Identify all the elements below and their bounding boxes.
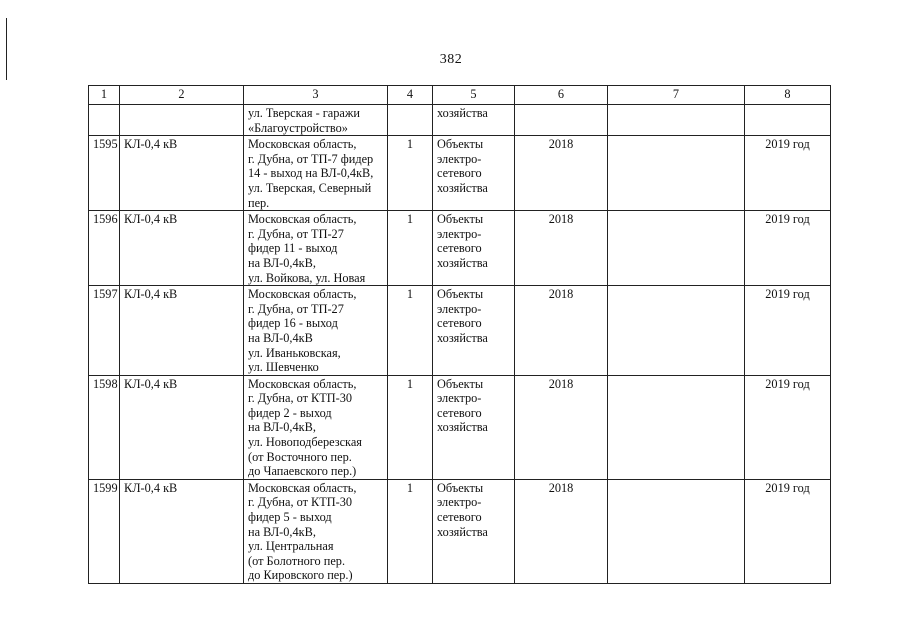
empty-cell [608,375,745,479]
category-cell [433,136,515,211]
category-line: электро- [437,301,482,316]
category-cell [433,286,515,376]
column-header: 2 [120,86,244,105]
object-name-cell: КЛ-0,4 кВ [120,375,244,479]
term-cell: 2019 год [745,286,831,376]
row-number-cell [89,105,120,136]
address-line: г. Дубна, от КТП-30 [248,391,353,406]
address-cell [244,375,388,479]
column-header: 3 [244,86,388,105]
address-line: ул. Войкова, ул. Новая [248,270,366,285]
year-cell [515,105,608,136]
category-cell [433,375,515,479]
term-cell: 2019 год [745,211,831,286]
empty-cell [608,105,745,136]
column-header: 4 [388,86,433,105]
margin-line [6,18,7,80]
object-name-cell [120,105,244,136]
address-line: г. Дубна, от ТП-27 [248,301,344,316]
category-line: Объекты [437,287,484,302]
address-line: ул. Иваньковская, [248,345,341,360]
row-number-cell: 1597 [89,286,120,376]
empty-cell [608,286,745,376]
category-cell [433,105,515,136]
year-cell: 2018 [515,479,608,583]
column-header: 8 [745,86,831,105]
category-line: электро- [437,391,482,406]
object-name-cell: КЛ-0,4 кВ [120,136,244,211]
address-line: фидер 5 - выход [248,510,332,525]
row-number-cell: 1596 [89,211,120,286]
address-line: (от Восточного пер. [248,449,352,464]
address-line: ул. Шевченко [248,360,319,375]
table-row [89,286,831,376]
category-line: хозяйства [437,330,488,345]
category-line: сетевого [437,241,482,256]
year-cell: 2018 [515,286,608,376]
address-line: ул. Центральная [248,539,334,554]
object-name-cell: КЛ-0,4 кВ [120,479,244,583]
address-line: (от Болотного пер. [248,553,346,568]
address-cell [244,211,388,286]
year-cell: 2018 [515,375,608,479]
quantity-cell [388,105,433,136]
category-cell [433,211,515,286]
category-line: Объекты [437,376,484,391]
category-line: сетевого [437,166,482,181]
address-line: г. Дубна, от ТП-7 фидер [248,151,374,166]
address-line: г. Дубна, от ТП-27 [248,226,344,241]
category-line: электро- [437,495,482,510]
address-line: ул. Тверская, Северный [248,180,372,195]
category-line: хозяйства [437,255,488,270]
column-header: 5 [433,86,515,105]
address-line: г. Дубна, от КТП-30 [248,495,353,510]
address-line: Московская область, [248,137,357,152]
continuation-row [89,105,831,136]
category-line: Объекты [437,137,484,152]
category-line: Объекты [437,480,484,495]
category-line: хозяйства [437,106,488,120]
address-line: Московская область, [248,376,357,391]
object-name-cell: КЛ-0,4 кВ [120,211,244,286]
empty-cell [608,211,745,286]
quantity-cell: 1 [388,286,433,376]
address-cell [244,286,388,376]
category-line: сетевого [437,405,482,420]
address-cell [244,479,388,583]
category-line: сетевого [437,510,482,525]
object-name-cell: КЛ-0,4 кВ [120,286,244,376]
address-line: Московская область, [248,480,357,495]
address-cell [244,105,388,136]
category-line: сетевого [437,316,482,331]
quantity-cell: 1 [388,375,433,479]
row-number-cell: 1598 [89,375,120,479]
address-line: 14 - выход на ВЛ-0,4кВ, [248,166,374,181]
address-line: на ВЛ-0,4кВ, [248,524,316,539]
column-header: 6 [515,86,608,105]
address-line: на ВЛ-0,4кВ [248,330,313,345]
empty-cell [608,479,745,583]
category-line: хозяйства [437,180,488,195]
address-line: до Кировского пер.) [248,568,353,583]
address-line: ул. Тверская - гаражи [248,106,360,120]
empty-cell [608,136,745,211]
row-number-cell: 1595 [89,136,120,211]
row-number-cell: 1599 [89,479,120,583]
header-row [89,86,831,105]
table-row [89,479,831,583]
table-row [89,211,831,286]
term-cell: 2019 год [745,375,831,479]
category-line: электро- [437,151,482,166]
category-line: Объекты [437,212,484,227]
address-line: Московская область, [248,287,357,302]
address-line: фидер 11 - выход [248,241,338,256]
year-cell: 2018 [515,136,608,211]
address-line: пер. [248,195,270,210]
address-cell [244,136,388,211]
address-line: на ВЛ-0,4кВ, [248,420,316,435]
address-line: на ВЛ-0,4кВ, [248,255,316,270]
table-row [89,136,831,211]
column-header: 1 [89,86,120,105]
table-row [89,375,831,479]
quantity-cell: 1 [388,211,433,286]
column-header: 7 [608,86,745,105]
quantity-cell: 1 [388,479,433,583]
address-line: до Чапаевского пер.) [248,464,357,479]
category-line: электро- [437,226,482,241]
register-table [88,85,831,584]
category-line: хозяйства [437,524,488,539]
term-cell [745,105,831,136]
address-line: фидер 2 - выход [248,405,332,420]
address-line: Московская область, [248,212,357,227]
year-cell: 2018 [515,211,608,286]
address-line: ул. Новоподберезская [248,435,362,450]
address-line: «Благоустройство» [248,120,348,135]
address-line: фидер 16 - выход [248,316,338,331]
category-line: хозяйства [437,420,488,435]
term-cell: 2019 год [745,136,831,211]
category-cell [433,479,515,583]
page-number: 382 [439,52,463,67]
quantity-cell: 1 [388,136,433,211]
term-cell: 2019 год [745,479,831,583]
